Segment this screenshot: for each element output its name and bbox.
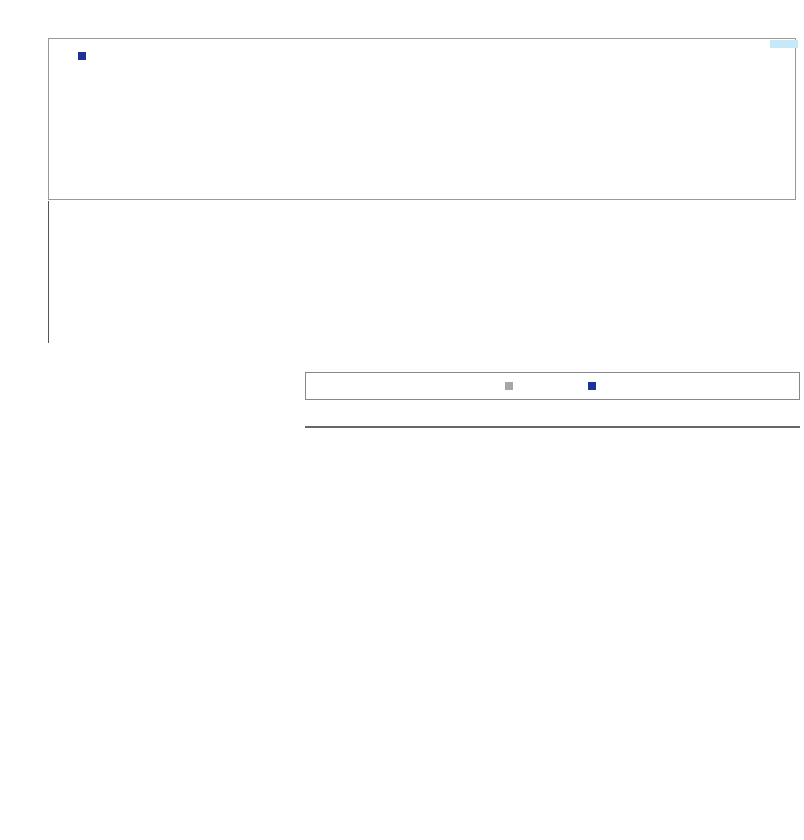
- legend-swatch-2016-icon: [505, 382, 513, 390]
- legend-item-2016: [505, 382, 518, 390]
- category-axis: [48, 201, 796, 343]
- bars-container: [49, 39, 795, 199]
- footnote: [788, 334, 796, 338]
- average-savings-comparison-chart: [0, 372, 804, 428]
- average-annotation: [770, 40, 798, 48]
- x-axis: [305, 400, 800, 428]
- savings-increase-distribution-chart: [0, 0, 804, 362]
- legend: [78, 52, 91, 60]
- legend-swatch-icon: [78, 52, 86, 60]
- plot-area: [48, 38, 796, 200]
- legend: [305, 372, 800, 400]
- legend-swatch-2017-icon: [588, 382, 596, 390]
- legend-item-2017: [588, 382, 601, 390]
